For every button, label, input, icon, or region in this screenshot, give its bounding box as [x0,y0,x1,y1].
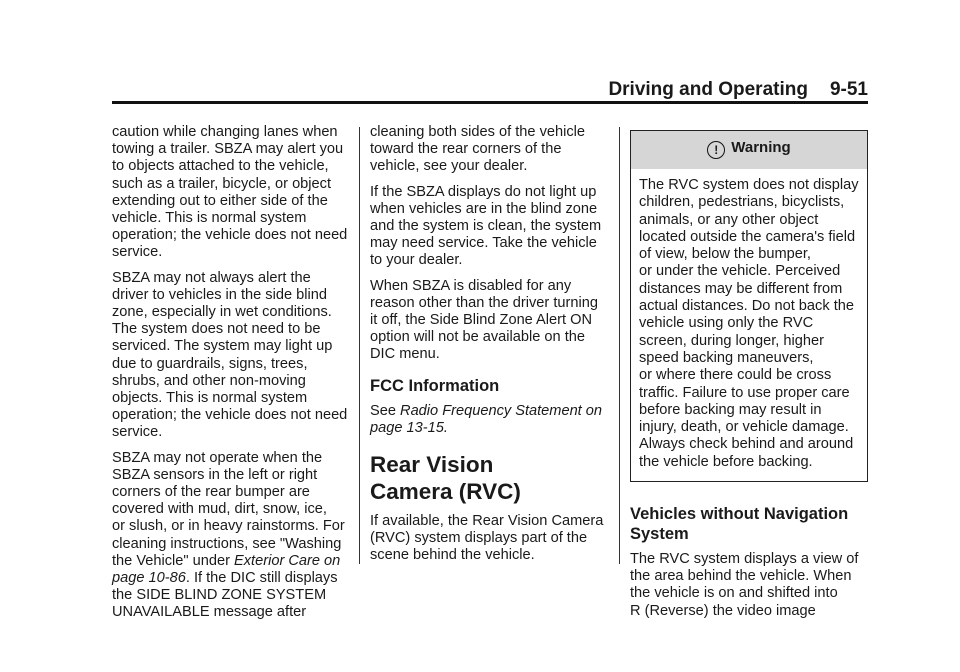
text-line: the SIDE BLIND ZONE SYSTEM [112,587,327,604]
text-line: or under the vehicle. Perceived [639,263,841,280]
text-line: cleaning instructions, see "Washing [112,535,342,552]
text-line: driver to vehicles in the side blind [112,286,327,303]
text-line: shrubs, and other non-moving [112,372,306,389]
text-line: (RVC) system displays part of the [370,530,588,547]
rvc-heading [370,451,608,505]
warning-box [630,130,868,482]
text-line: The RVC system displays a view of [630,551,859,568]
page-number: 9-51 [829,79,868,100]
text-line: the vehicle before backing. [639,453,813,470]
paragraph [370,184,608,270]
header-rule [112,101,868,104]
text-line: zone, especially in wet conditions. [112,304,332,321]
text-line: the vehicle is on and shifted into [630,585,838,602]
text-line: service. [112,244,163,261]
text-line: The system does not need to be [112,321,321,338]
text-line: scene behind the vehicle. [370,547,535,564]
text-line: towing a trailer. SBZA may alert you [112,141,344,158]
text-line: or slush, or in heavy rainstorms. For [112,518,345,535]
cross-reference-link[interactable]: Exterior Care on [234,552,341,569]
text-line: SBZA may not operate when the [112,449,323,466]
text-line: SBZA may not always alert the [112,269,311,286]
text-line: operation; the vehicle does not need [112,227,348,244]
text-line: to objects attached to the vehicle, [112,158,329,175]
text-line: When SBZA is disabled for any [370,277,572,294]
section-title: Driving and Operating [608,79,808,100]
text-line: UNAVAILABLE message after [112,604,307,621]
column-divider [359,127,360,564]
text-line: vehicle using only the RVC [639,315,814,332]
fcc-heading: FCC Information [370,376,500,395]
warning-icon: ! [707,141,725,159]
text-line: reason other than the driver turning [370,294,598,311]
column-1 [112,124,350,630]
paragraph [630,551,868,620]
text-line: speed backing maneuvers, [639,349,814,366]
text-line: Always check behind and around [639,436,854,453]
text-line: distances may be different from [639,280,843,297]
paragraph [370,278,608,364]
text-line [370,420,608,437]
text-line: actual distances. Do not back the [639,298,854,315]
text-line: when vehicles are in the blind zone [370,200,598,217]
text-line: extending out to either side of the [112,192,328,209]
text-line [112,570,350,587]
text-line: such as a trailer, bicycle, or object [112,175,332,192]
text-line: option will not be available on the [370,329,586,346]
text-line [370,403,608,420]
text-line: The RVC system does not display [639,177,859,193]
text-run: . If the DIC still displays [185,570,338,587]
text-line: to your dealer. [370,252,463,269]
paragraph [112,124,350,262]
text-line: serviced. The system may light up [112,338,333,355]
text-line: screen, during longer, higher [639,332,824,349]
paragraph [370,403,608,437]
text-line: it off, the Side Blind Zone Alert ON [370,312,592,329]
text-line: covered with mud, dirt, snow, ice, [112,501,327,518]
paragraph [370,124,608,176]
cross-reference-link[interactable]: Radio Frequency Statement on [400,402,603,419]
text-line: corners of the rear bumper are [112,484,310,501]
navigation-heading [630,504,868,544]
heading-line: Camera (RVC) [370,479,521,505]
text-line: traffic. Failure to use proper care [639,384,850,401]
text-line: of view, below the bumper, [639,246,811,263]
cross-reference-link[interactable]: page 10-86 [112,570,186,587]
text-line: may need service. Take the vehicle [370,235,597,252]
text-run: . [443,419,448,436]
page-header [608,79,868,101]
text-line: due to guardrails, signs, trees, [112,355,308,372]
text-line: service. [112,424,163,441]
text-line: If available, the Rear Vision Camera [370,513,604,530]
warning-body [631,169,867,481]
text-line: If the SBZA displays do not light up [370,183,597,200]
paragraph [112,270,350,442]
heading-line: Vehicles without Navigation [630,505,849,524]
text-line: R (Reverse) the video image [630,602,816,619]
column-3 [630,124,868,628]
text-line: SBZA sensors in the left or right [112,466,318,483]
text-line: the area behind the vehicle. When [630,568,852,585]
text-line [112,553,350,570]
text-line: before backing may result in [639,401,822,418]
heading-line: System [630,525,689,544]
text-line: cleaning both sides of the vehicle [370,124,585,140]
cross-reference-link[interactable]: page 13-15 [370,419,444,436]
text-line: caution while changing lanes when [112,124,338,140]
column-2 [370,124,608,573]
text-line: located outside the camera's field [639,228,856,245]
warning-header [631,131,867,169]
text-run: the Vehicle" under [112,552,235,569]
text-line: animals, or any other object [639,211,819,228]
text-line: vehicle. This is normal system [112,210,307,227]
text-line: or where there could be cross [639,367,832,384]
text-line: children, pedestrians, bicyclists, [639,194,845,211]
text-line: injury, death, or vehicle damage. [639,419,849,436]
paragraph [370,513,608,565]
text-run: See [370,402,401,419]
heading-line: Rear Vision [370,452,494,478]
warning-title: Warning [731,139,791,156]
text-line: objects. This is normal system [112,390,308,407]
text-line: toward the rear corners of the [370,141,562,158]
text-line: operation; the vehicle does not need [112,407,348,424]
text-line: and the system is clean, the system [370,218,602,235]
text-line: DIC menu. [370,346,440,363]
text-line: vehicle, see your dealer. [370,158,528,175]
column-divider [619,127,620,564]
paragraph [112,450,350,622]
